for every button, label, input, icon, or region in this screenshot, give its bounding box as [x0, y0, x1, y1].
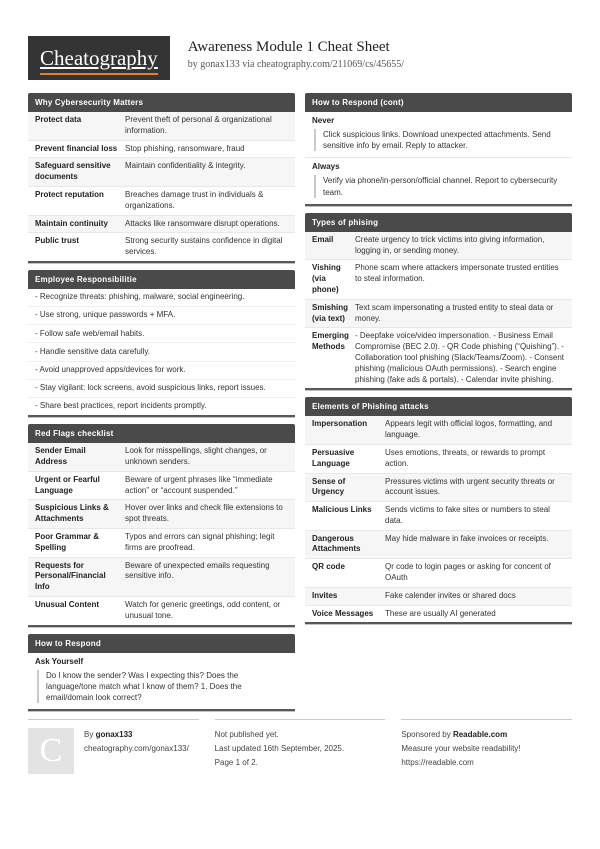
row-label: Requests for Personal/Financial Info	[35, 560, 106, 592]
row-value: Uses emotions, threats, or rewards to prompt action.	[385, 447, 546, 468]
right-column	[305, 93, 572, 624]
section-header: Why Cybersecurity Matters	[28, 93, 295, 112]
footer-meta-column	[215, 719, 386, 774]
section-header: Employee Responsibilitie	[28, 270, 295, 289]
list-items	[28, 289, 295, 415]
row-label: Protect reputation	[35, 189, 104, 199]
page-footer	[28, 719, 572, 774]
row-value: Fake calender invites or shared docs	[385, 590, 516, 600]
row-value: Phone scam where attackers impersonate trusted entities to steal information.	[355, 263, 559, 284]
qa-quote: Click suspicious links. Download unexpected attachments. Send sensitive info by email. Reply to attacker.	[314, 129, 565, 151]
sheet-url-link[interactable]: cheatography.com/211069/cs/45655/	[256, 59, 404, 70]
table-row	[305, 416, 572, 444]
list-item: - Handle sensitive data carefully.	[28, 342, 295, 360]
row-label: Safeguard sensitive documents	[35, 161, 111, 182]
author-name-link[interactable]: gonax133	[95, 730, 133, 740]
list-item: - Recognize threats: phishing, malware, social engineering.	[35, 292, 245, 302]
table-row	[305, 558, 572, 587]
section-header: Elements of Phishing attacks	[305, 397, 572, 416]
table-row	[305, 232, 572, 260]
header-text	[188, 36, 404, 70]
row-label: Maintain continuity	[35, 218, 108, 228]
table-row	[305, 605, 572, 623]
row-label: Smishing (via text)	[312, 302, 349, 323]
author-line	[84, 728, 189, 742]
section-why-cybersecurity-matters	[28, 93, 295, 263]
table-row	[28, 215, 295, 233]
row-label: Email	[312, 234, 334, 244]
author-profile-url[interactable]: cheatography.com/gonax133/	[84, 744, 189, 754]
section-header: How to Respond	[28, 634, 295, 653]
table-row	[305, 501, 572, 530]
table-row	[28, 112, 295, 140]
table-row	[28, 140, 295, 158]
footer-author-column	[28, 719, 199, 774]
byline	[188, 59, 404, 70]
table-row	[28, 499, 295, 528]
row-value: Strong security sustains confidence in digital services.	[125, 236, 283, 257]
table-row	[28, 232, 295, 261]
row-label: Public trust	[35, 236, 80, 246]
table-row	[28, 186, 295, 215]
author-details	[84, 728, 189, 774]
qa-subheading: Never	[312, 116, 335, 125]
row-value: Prevent theft of personal & organizational information.	[125, 115, 272, 135]
qa-block	[305, 112, 572, 151]
row-value: Beware of unexpected emails requesting sensitive info.	[125, 560, 270, 581]
table-row	[28, 557, 295, 596]
row-label: QR code	[312, 562, 345, 572]
row-value: Breaches damage trust in individuals & organizations.	[125, 189, 264, 210]
row-label: Prevent financial loss	[35, 143, 118, 153]
section-header: Types of phising	[305, 213, 572, 232]
section-header: How to Respond (cont)	[305, 93, 572, 112]
row-value: Text scam impersonating a trusted entity to steal data or money.	[355, 302, 554, 323]
row-label: Sense of Urgency	[312, 476, 346, 497]
qa-quote: Do I know the sender? Was I expecting this? Does the language/tone match what I know of them? 1. Does the email/domain look correct?	[37, 670, 288, 704]
table-row	[305, 587, 572, 605]
section-red-flags-checklist	[28, 424, 295, 626]
row-value: Appears legit with official logos, formatting, and language.	[385, 419, 553, 440]
table-row	[305, 327, 572, 388]
table-rows	[28, 443, 295, 624]
table-row	[305, 473, 572, 502]
footer-sponsor-column	[401, 719, 572, 774]
cheatography-logo[interactable]	[28, 36, 170, 80]
sponsor-line	[401, 728, 572, 742]
section-header: Red Flags checklist	[28, 424, 295, 443]
table-rows	[305, 232, 572, 389]
author-avatar[interactable]: C	[28, 728, 74, 774]
table-row	[305, 444, 572, 473]
section-employee-responsibilities	[28, 270, 295, 417]
list-item: - Follow safe web/email habits.	[28, 324, 295, 342]
table-row	[305, 259, 572, 298]
qa-block	[305, 157, 572, 197]
section-how-to-respond	[28, 634, 295, 712]
section-how-to-respond-cont	[305, 93, 572, 206]
author-link[interactable]: gonax133	[200, 59, 240, 70]
table-row	[305, 299, 572, 328]
qa-quote: Verify via phone/in-person/official channel. Report to cybersecurity team.	[314, 175, 565, 197]
sponsor-name-link[interactable]: Readable.com	[452, 730, 508, 740]
page-title: Awareness Module 1 Cheat Sheet	[187, 39, 390, 55]
row-value: Pressures victims with urgent security threats or account issues.	[385, 476, 555, 497]
row-value: Maintain confidentiality & integrity.	[125, 161, 246, 171]
qa-subheading: Always	[312, 162, 340, 172]
list-item: - Stay vigilant: lock screens, avoid suspicious links, report issues.	[28, 379, 295, 397]
list-item: - Use strong, unique passwords + MFA.	[28, 306, 295, 324]
table-row	[28, 443, 295, 471]
row-value: Watch for generic greetings, odd content, or unusual tone.	[125, 599, 281, 620]
table-rows	[305, 416, 572, 622]
row-label: Persuasive Language	[312, 447, 355, 468]
page-header	[28, 36, 572, 80]
row-label: Sender Email Address	[35, 446, 86, 466]
row-label: Unusual Content	[35, 599, 99, 609]
row-value: - Deepfake voice/video impersonation. - Business Email Compromise (BEC 2.0). - QR Code phishing (“Quishing”). - Collaboration tool phishing (Slack/Teams/Zoom). - Consent phishing (malicious OAuth permissions). - Search engine phishing (fake ads & portals). - Calendar invite phishing.	[355, 331, 564, 384]
row-value: Hover over links and check file extensions to spot threats.	[125, 503, 283, 524]
page-number: Page 1 of 2.	[214, 758, 258, 768]
row-value: Qr code to login pages or asking for concent of OAuth	[385, 562, 551, 583]
row-value: Typos and errors can signal phishing; legit firms are proofread.	[125, 531, 275, 552]
row-value: Beware of urgent phrases like “immediate action” or “account suspended.”	[125, 474, 273, 495]
sponsored-prefix: Sponsored by	[401, 730, 453, 740]
row-value: Create urgency to trick victims into giving information, logging in, or sending money.	[355, 234, 545, 255]
row-label: Malicious Links	[312, 505, 372, 515]
row-label: Urgent or Fearful Language	[35, 474, 100, 495]
qa-subheading: Ask Yourself	[35, 656, 84, 666]
row-label: Dangerous Attachments	[312, 533, 361, 554]
table-row	[28, 528, 295, 557]
row-label: Voice Messages	[312, 608, 374, 618]
last-updated: Last updated 16th September, 2025.	[214, 744, 345, 754]
table-rows	[28, 112, 295, 261]
list-item: - Share best practices, report incidents promptly.	[28, 397, 295, 415]
table-row	[28, 596, 295, 625]
row-label: Impersonation	[312, 419, 368, 429]
row-value: Look for misspellings, slight changes, or unknown senders.	[125, 446, 267, 466]
row-value: These are usually AI generated	[385, 608, 496, 618]
row-value: Attacks like ransomware disrupt operations.	[125, 218, 280, 228]
row-label: Poor Grammar & Spelling	[35, 531, 100, 552]
table-row	[305, 530, 572, 559]
row-label: Invites	[312, 590, 338, 600]
table-row	[28, 471, 295, 500]
row-value: Sends victims to fake sites or numbers to steal data.	[385, 505, 550, 525]
content-columns	[28, 93, 572, 711]
list-item: - Avoid unapproved apps/devices for work.	[28, 361, 295, 379]
cheatography-logo-text: Cheatography	[40, 46, 158, 75]
sponsor-tagline: Measure your website readability!	[401, 744, 521, 754]
row-label: Emerging Methods	[312, 331, 349, 352]
table-row	[28, 157, 295, 186]
row-label: Vishing (via phone)	[312, 263, 341, 294]
byline-via: via	[239, 59, 257, 70]
by-prefix: By	[84, 730, 96, 740]
qa-block	[28, 653, 295, 704]
row-value: Stop phishing, ransomware, fraud	[125, 143, 245, 153]
section-types-of-phishing	[305, 213, 572, 391]
publish-status: Not published yet.	[214, 730, 279, 740]
byline-prefix: by	[187, 59, 201, 70]
sponsor-url-link[interactable]: https://readable.com	[401, 758, 474, 768]
section-elements-of-phishing-attacks	[305, 397, 572, 624]
left-column	[28, 93, 295, 711]
row-label: Protect data	[35, 115, 82, 124]
row-value: May hide malware in fake invoices or receipts.	[385, 533, 549, 543]
row-label: Suspicious Links & Attachments	[35, 503, 109, 524]
